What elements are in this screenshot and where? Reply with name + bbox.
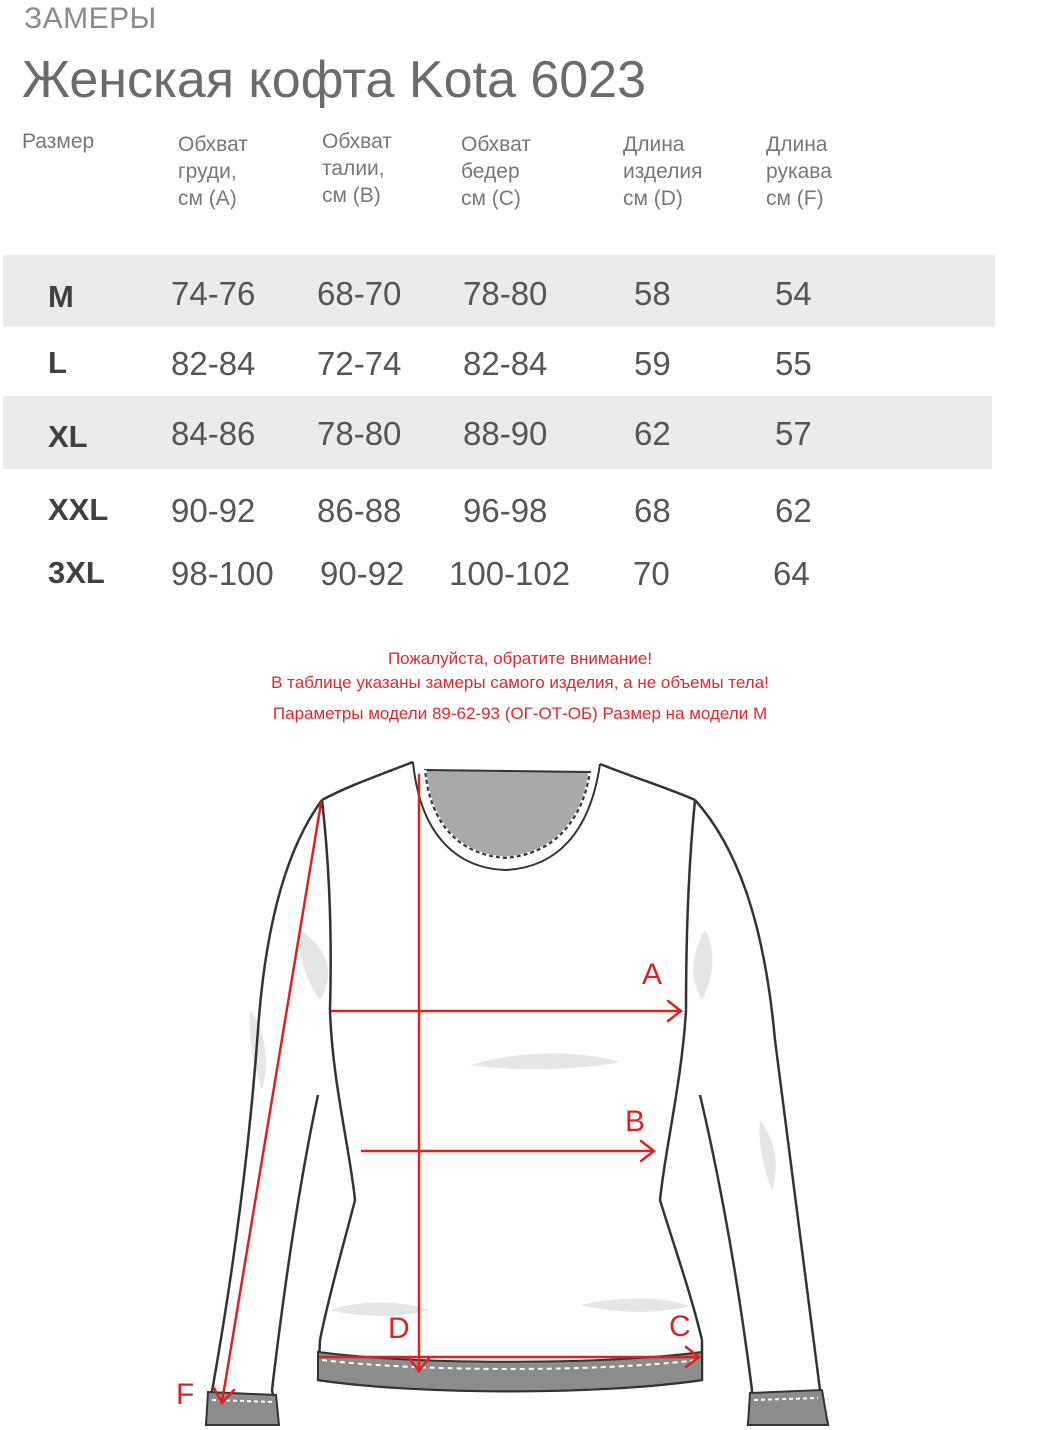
- header-bust: Обхват груди, см (A): [178, 133, 248, 210]
- section-label: ЗАМЕРЫ: [24, 2, 157, 35]
- hips-cell: 96-98: [463, 492, 548, 529]
- page-title: Женская кофта Kota 6023: [22, 51, 647, 109]
- length-cell: 59: [634, 345, 671, 382]
- header-length: Длина изделия см (D): [623, 133, 703, 210]
- label-b: B: [625, 1105, 646, 1138]
- note-attention: Пожалуйста, обратите внимание!: [387, 649, 653, 668]
- waist-cell: 78-80: [317, 415, 402, 452]
- length-cell: 70: [633, 555, 670, 592]
- note-measurements: В таблице указаны замеры самого изделия, а не объемы тела!: [271, 673, 769, 692]
- waist-cell: 68-70: [317, 275, 402, 312]
- bust-cell: 74-76: [171, 275, 256, 312]
- bust-cell: 90-92: [171, 492, 256, 529]
- label-d: D: [388, 1312, 410, 1345]
- note-model-params: Параметры модели 89-62-93 (ОГ-ОТ-ОБ) Размер на модели M: [272, 704, 768, 723]
- header-size: Размер: [22, 130, 95, 153]
- waist-cell: 72-74: [317, 345, 402, 382]
- sweater-sketch-icon: [0, 740, 1040, 1430]
- sleeve-cell: 62: [775, 492, 812, 529]
- label-f: F: [176, 1378, 195, 1411]
- length-cell: 68: [634, 492, 671, 529]
- sleeve-cell: 57: [775, 415, 812, 452]
- bust-cell: 98-100: [171, 555, 274, 592]
- bust-cell: 82-84: [171, 345, 256, 382]
- hips-cell: 88-90: [463, 415, 548, 452]
- bust-cell: 84-86: [171, 415, 256, 452]
- waist-cell: 90-92: [320, 555, 405, 592]
- length-cell: 58: [634, 275, 671, 312]
- size-cell: L: [48, 345, 67, 380]
- length-cell: 62: [634, 415, 671, 452]
- size-cell: 3XL: [48, 555, 105, 590]
- sleeve-cell: 54: [775, 275, 812, 312]
- size-cell: M: [48, 279, 74, 314]
- waist-cell: 86-88: [317, 492, 402, 529]
- sleeve-cell: 64: [773, 555, 810, 592]
- hips-cell: 100-102: [449, 555, 571, 592]
- sleeve-cell: 55: [775, 345, 812, 382]
- hips-cell: 78-80: [463, 275, 548, 312]
- size-cell: XL: [48, 419, 88, 454]
- header-sleeve: Длина рукава см (F): [766, 133, 832, 210]
- header-waist: Обхват талии, см (B): [322, 130, 392, 207]
- header-hips: Обхват бедер см (C): [461, 133, 531, 210]
- hips-cell: 82-84: [463, 345, 548, 382]
- label-c: C: [669, 1310, 691, 1343]
- label-a: A: [642, 958, 663, 991]
- size-cell: XXL: [48, 492, 109, 527]
